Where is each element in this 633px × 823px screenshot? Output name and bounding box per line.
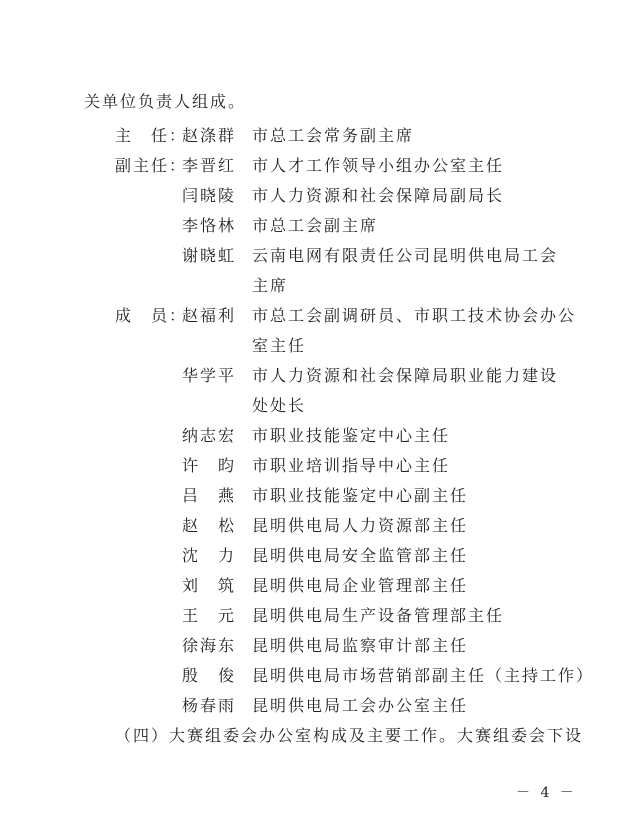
deputy-title-continued: 主席 [252, 276, 289, 295]
deputy-name: 谢晓虹 [182, 246, 237, 265]
page-number: － 4 － [516, 785, 577, 801]
member-name: 杨春雨 [182, 696, 237, 715]
member-name: 赵 松 [182, 516, 237, 535]
intro-text: 关单位负责人组成。 [84, 92, 247, 111]
deputy-name: 李晋红 [182, 156, 237, 175]
member-title: 昆明供电局安全监管部主任 [252, 546, 469, 565]
deputy-title: 市人才工作领导小组办公室主任 [252, 156, 505, 175]
deputy-title: 云南电网有限责任公司昆明供电局工会 [252, 246, 559, 265]
deputy-title: 市总工会副主席 [252, 216, 379, 235]
member-title: 市人力资源和社会保障局职业能力建设 [252, 366, 559, 385]
member-name: 纳志宏 [182, 426, 237, 445]
section-four-text: （四）大赛组委会办公室构成及主要工作。大赛组委会下设 [115, 726, 584, 745]
member-name: 许 昀 [182, 456, 237, 475]
member-title: 市总工会副调研员、市职工技术协会办公 [252, 306, 577, 325]
member-name: 徐海东 [182, 636, 237, 655]
deputy-name: 李恪林 [182, 216, 237, 235]
member-name: 殷 俊 [182, 666, 237, 685]
member-name: 王 元 [182, 606, 237, 625]
member-title: 昆明供电局企业管理部主任 [252, 576, 469, 595]
member-name: 刘 筑 [182, 576, 237, 595]
member-title: 昆明供电局生产设备管理部主任 [252, 606, 505, 625]
deputy-title: 市人力资源和社会保障局副局长 [252, 186, 505, 205]
role-deputy-label: 副主任： [115, 156, 188, 175]
member-title-continued: 处处长 [252, 396, 307, 415]
member-title: 昆明供电局监察审计部主任 [252, 636, 469, 655]
member-title: 昆明供电局人力资源部主任 [252, 516, 469, 535]
role-members-label: 成 员： [115, 306, 188, 325]
member-title: 市职业技能鉴定中心主任 [252, 426, 451, 445]
member-name: 赵福利 [182, 306, 237, 325]
member-title: 市职业培训指导中心主任 [252, 456, 451, 475]
deputy-name: 闫晓陵 [182, 186, 237, 205]
member-name: 沈 力 [182, 546, 237, 565]
member-title: 市职业技能鉴定中心副主任 [252, 486, 469, 505]
director-name: 赵涤群 [182, 126, 237, 145]
member-title: 昆明供电局工会办公室主任 [252, 696, 469, 715]
director-title: 市总工会常务副主席 [252, 126, 415, 145]
member-name: 吕 燕 [182, 486, 237, 505]
member-title-continued: 室主任 [252, 336, 307, 355]
role-director-label: 主 任： [115, 126, 188, 145]
member-name: 华学平 [182, 366, 237, 385]
member-title: 昆明供电局市场营销部副主任（主持工作） [252, 666, 595, 685]
